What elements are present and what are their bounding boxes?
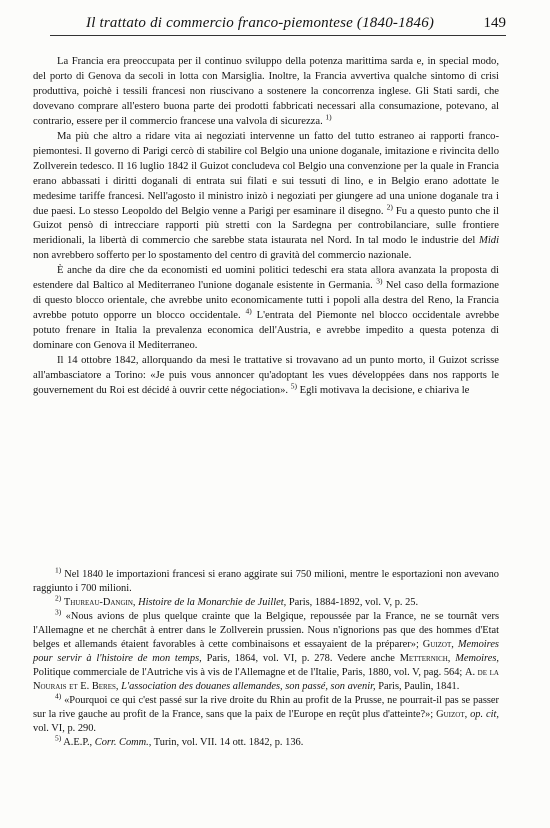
footnote-number: 2) [55, 593, 62, 603]
footnote-number: 5) [55, 733, 62, 743]
footnote-author: Guizot, [422, 639, 454, 650]
page-number: 149 [483, 15, 506, 31]
footnote-4 [33, 691, 499, 736]
footnote-title: Memoires, [455, 653, 499, 664]
paragraph-text: Nel caso della formazione di questo blocco orientale, che avrebbe unito economicamente tutti i popoli alla destra del Reno, la Francia avrebbe potuto opporre un blocco occidentale. [33, 280, 500, 322]
footnote-text: «Pourquoi ce qui c'est passé sur la rive droite du Rhin au profit de la Prusse, ne pourrait-il pas se passer sur la rive gauche au profit de la France, sans que la paix de l'Europe en reçût plus d'atteinte?»; [33, 695, 499, 720]
footnote-source: A.E.P., [63, 737, 93, 748]
paragraph-text: L'entrata del Piemonte nel blocco occidentale avrebbe potuto frenare in Italia la prevalenza economica dell'Austria, e avrebbe impedito a questa potenza di dominare con Genova il Mediterraneo. [33, 310, 500, 352]
footnote-title: Corr. Comm., [94, 737, 152, 748]
footnote-2 [33, 593, 499, 610]
paragraph-text: Il 14 ottobre 1842, allorquando da mesi le trattative si trovavano ad un punto morto, il Guizot scrisse all'ambasciatore a Torino: «Je puis vous annoncer qu'adoptant les vues développées dans nos rapports le gouvernement du Roi est décidé à ouvrir cette négociation». [33, 355, 499, 396]
footnote-5 [33, 733, 499, 750]
footnote-title: L'association des douanes allemandes, son passé, son avenir, [121, 681, 376, 692]
footnote-text: «Nous avions de plus quelque crainte que la Belgique, repoussée par la France, ne se tournât vers l'Allemagne et ne cherchât à entrer dans le Zollverein prussien. Nous n'ignorions pas que des hommes d'Etat belges et allemands étaient favorables à cette combinaisons et essayaient de la préparer»; [33, 611, 499, 650]
footnote-text: Turin, vol. VII. 14 ott. 1842, p. 136. [153, 737, 304, 748]
footnote-author: Thureau-Dangin, [63, 597, 136, 608]
footnote-title: Histoire de la Monarchie de Juillet, [138, 597, 287, 608]
paragraph-text: Fu a questo punto che il Guizot pensò di intrecciare rapporti più stretti con la Sardegna per controbilanciare, sulle frontiere meridionali, la libertà di commercio che sarebbe stata istaurata nel Nord. In tal modo le industrie del [33, 205, 499, 247]
footnote-number: 4) [55, 691, 62, 701]
paragraph-text: non avrebbero sofferto per lo spostamento del centro di gravità del commercio nazionale. [33, 250, 412, 262]
footnote-title: Memoires pour servir à l'histoire de mon temps, [33, 639, 499, 664]
footnote-ref-1[interactable]: 1) [325, 112, 332, 122]
running-header [50, 13, 506, 36]
footnote-author: A. de la Nourais et E. Beres, [33, 667, 499, 692]
paragraph-3 [33, 264, 499, 354]
paragraph-2 [33, 130, 499, 265]
footnote-text: Nel 1840 le importazioni francesi si erano aggirate sui 750 milioni, mentre le esportazioni non avevano raggiunto i 700 milioni. [33, 569, 499, 594]
footnote-ref-2[interactable]: 2) [386, 202, 393, 211]
footnote-text: Paris, 1884-1892, vol. V, p. 25. [288, 597, 419, 608]
footnotes [33, 565, 499, 750]
footnote-3 [33, 607, 499, 694]
footnote-text: Politique commerciale de l'Autriche vis à vis de l'Allemagne et de l'Italie, Paris, 1880, vol. V, pag. 564; [33, 667, 463, 678]
paragraph-text: Ma più che altro a ridare vita ai negoziati intervenne un fatto del tutto estraneo ai rapporti franco-piemontesi. Il governo di Parigi cercò di stabilire col Belgio una unione doganale, imitazione e rivincita dello Zollverein tedesco. Il 16 luglio 1842 il Guizot concludeva col Belgio una convenzione per la quale in Francia erano abbassati i diritti doganali di entrata sui filati e sui tessuti di lino, e in Belgio erano adottate le medesime tariffe francesi. Nell'agosto il ministro inizò i negoziati per giungere ad una unione doganale tra i due paesi. Lo stesso Leopoldo del Belgio venne a Parigi per esaminare il disegno. [33, 130, 499, 217]
running-title: Il trattato di commercio franco-piemontese (1840-1846) [86, 15, 435, 31]
footnote-author: Guizot, [436, 709, 468, 720]
main-text [33, 55, 499, 399]
footnote-1 [33, 565, 499, 596]
paragraph-text: Egli motivava la decisione, e chiariva le [299, 384, 470, 396]
footnote-number: 3) [55, 607, 62, 617]
footnote-ref-4[interactable]: 4) [245, 306, 252, 316]
paragraph-4 [33, 354, 499, 399]
footnote-text: Paris, Paulin, 1841. [378, 681, 460, 692]
footnote-number: 1) [55, 565, 62, 575]
emphasis-midi: Midi [479, 235, 500, 247]
footnote-text: vol. VI, p. 290. [33, 723, 97, 734]
paragraph-text: La Francia era preoccupata per il continuo sviluppo della potenza marittima sarda e, in special modo, del porto di Genova da secoli in lotta con Marsiglia. Inoltre, la Francia avvertiva qualche sintomo di crisi produttiva, poichè i tessili francesi non riuscivano a sostenere la concorrenza inglese. Gli Stati sardi, che dovevano comprare all'estero buona parte dei prodotti fabbricati necessari alla consumazione, potevano, al contrario, essere per il commercio francese una valvola di sicurezza. [33, 56, 499, 127]
footnote-title: op. cit, [470, 709, 499, 720]
footnote-author: Metternich, [399, 653, 451, 664]
footnote-ref-3[interactable]: 3) [376, 276, 383, 286]
footnote-ref-5[interactable]: 5) [290, 381, 297, 391]
paragraph-1 [33, 55, 499, 130]
footnote-text: Paris, 1864, vol. VI, p. 278. Vedere anche [206, 653, 395, 664]
paragraph-text: È anche da dire che da economisti ed uomini politici tedeschi era stata allora avanzata la proposta di estendere dal Baltico al Mediterraneo l'unione doganale esistente in Germania. [33, 265, 499, 292]
